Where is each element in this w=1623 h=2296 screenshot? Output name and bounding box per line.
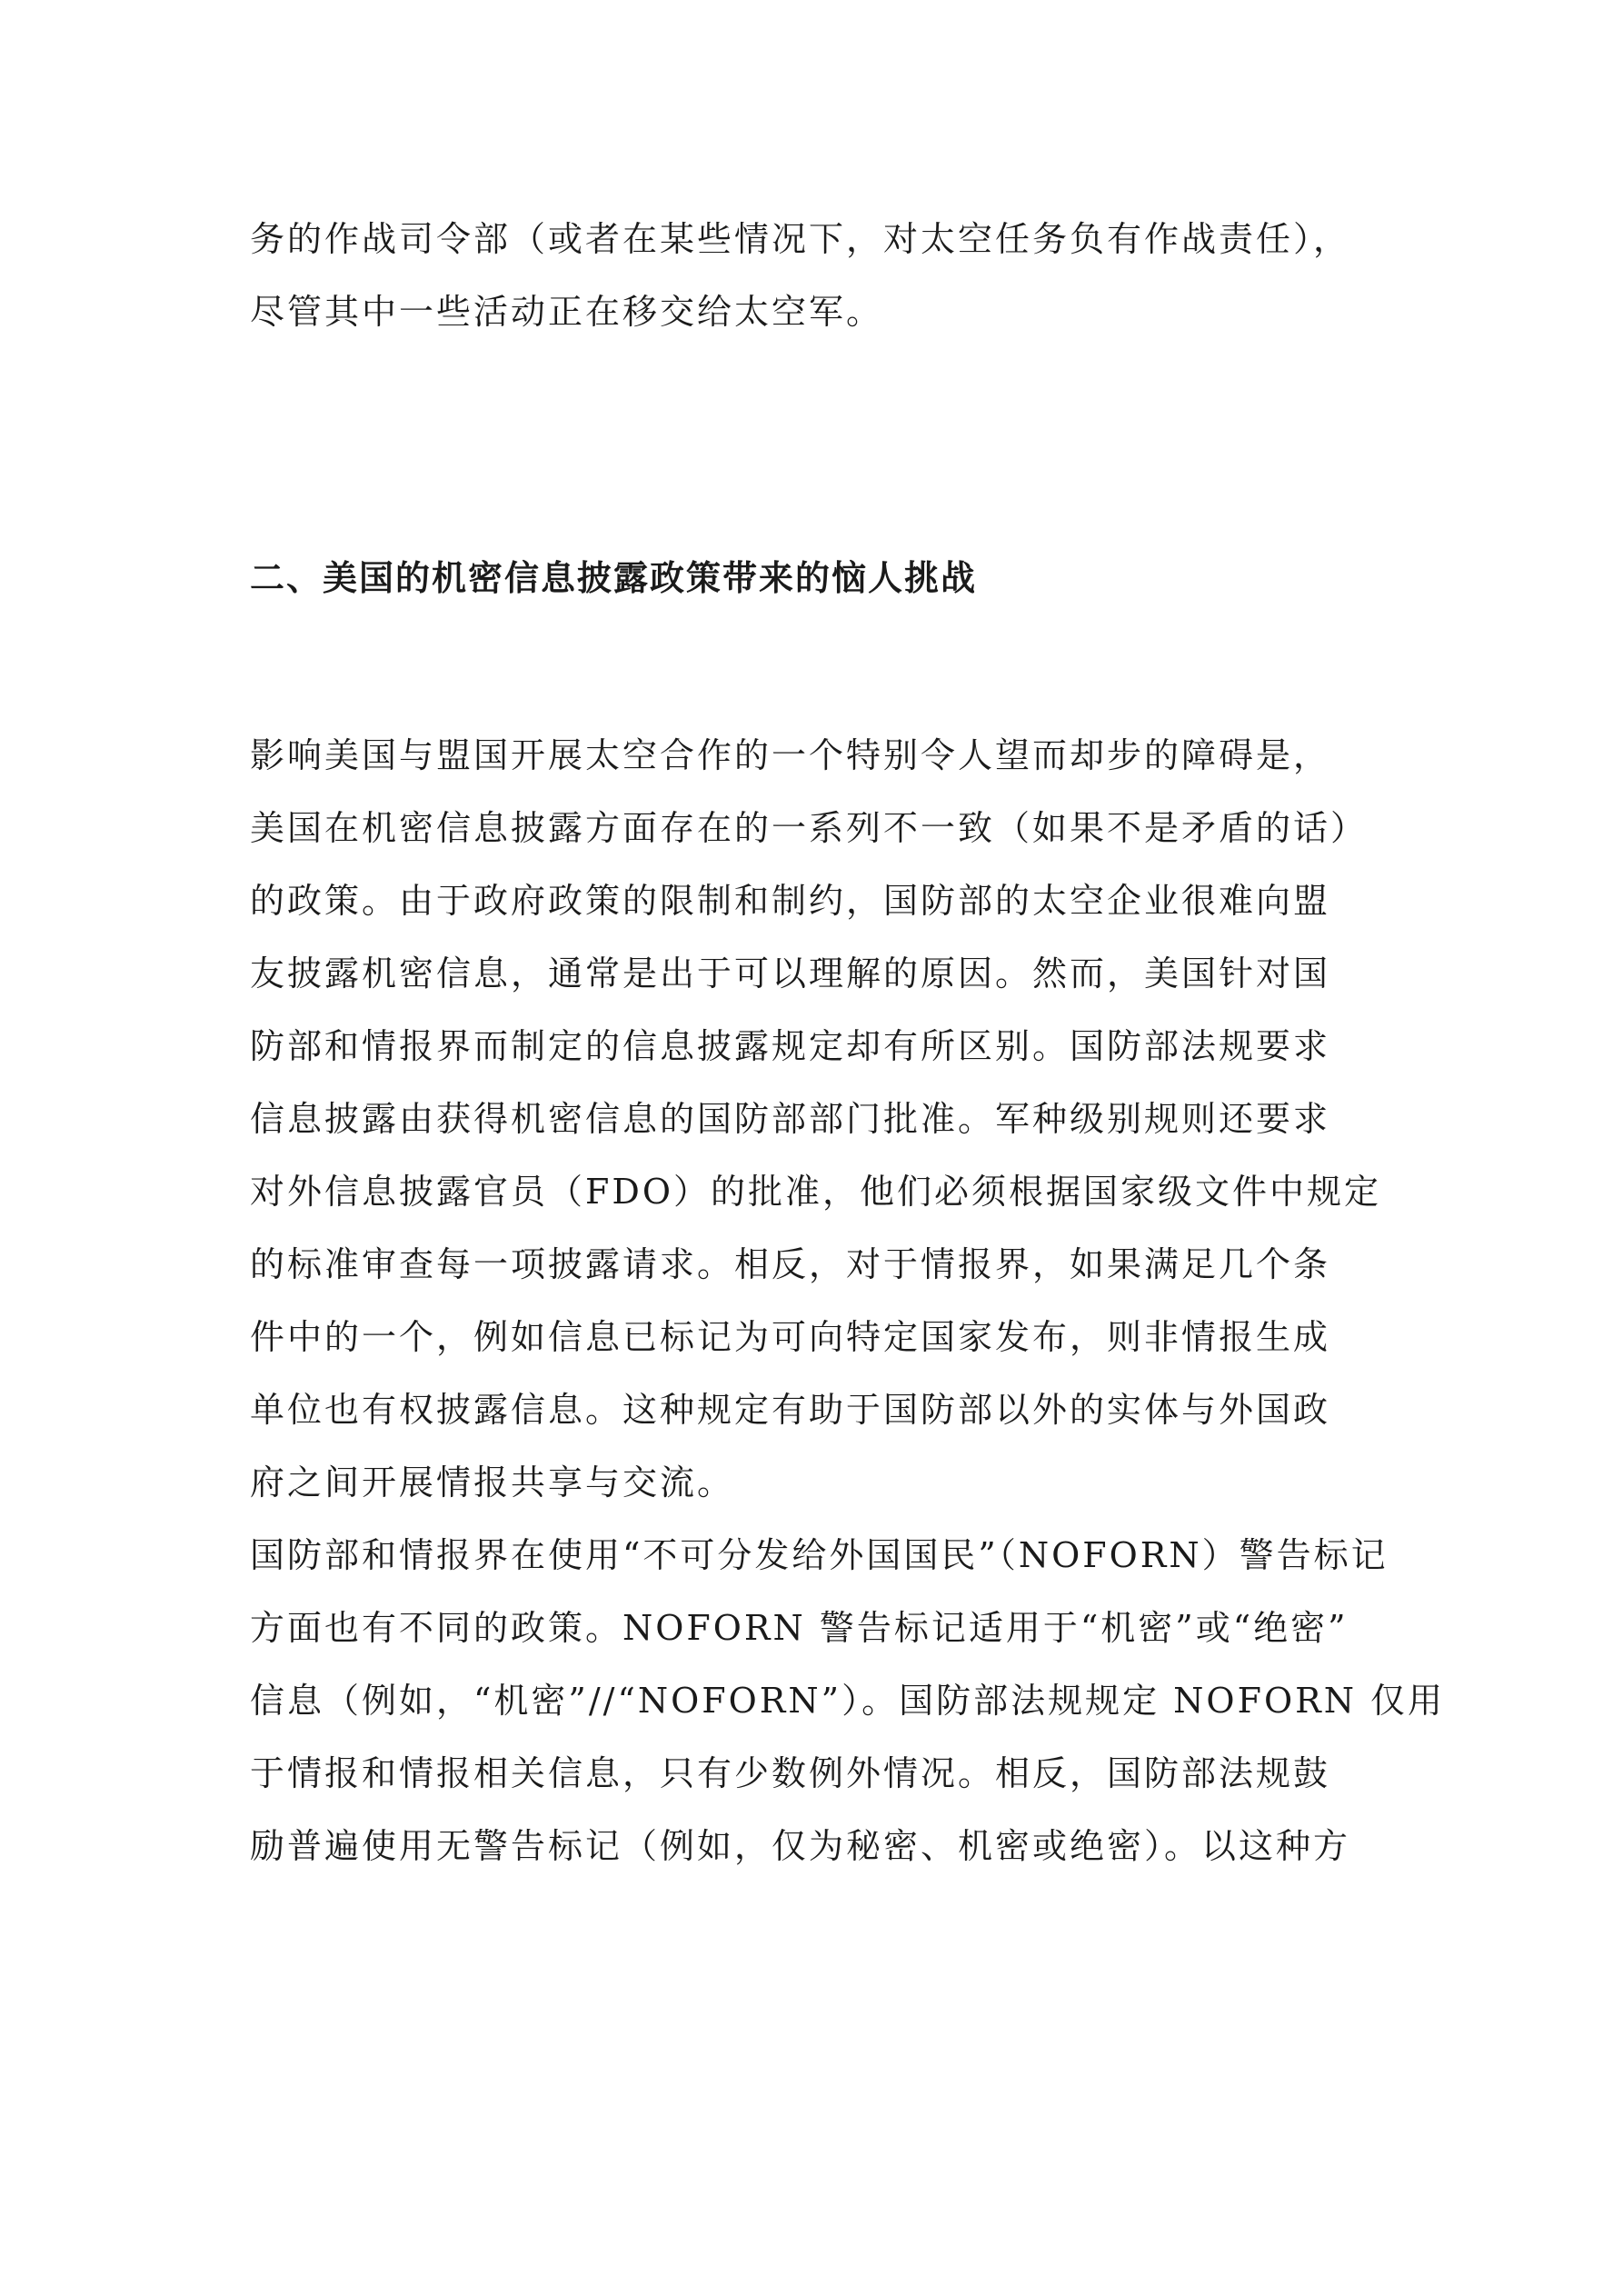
text-line: 防部和情报界而制定的信息披露规定却有所区别。国防部法规要求 (250, 1026, 1331, 1066)
text-line: 信息（例如，“机密”//“NOFORN”）。国防部法规规定 NOFORN 仅用 (250, 1681, 1446, 1721)
text-line: 的标准审查每一项披露请求。相反，对于情报界，如果满足几个条 (250, 1244, 1331, 1284)
text-line: 尽管其中一些活动正在移交给太空军。 (250, 292, 884, 332)
text-line: 励普遍使用无警告标记（例如，仅为秘密、机密或绝密）。以这种方 (250, 1826, 1351, 1866)
text-line: 府之间开展情报共享与交流。 (250, 1462, 735, 1502)
text-line: 影响美国与盟国开展太空合作的一个特别令人望而却步的障碍是， (250, 735, 1331, 775)
text-line: 方面也有不同的政策。NOFORN 警告标记适用于“机密”或“绝密” (250, 1608, 1349, 1648)
section-heading: 二、美国的机密信息披露政策带来的恼人挑战 (250, 558, 978, 598)
text-line: 的政策。由于政府政策的限制和制约，国防部的太空企业很难向盟 (250, 881, 1331, 921)
text-line: 务的作战司令部（或者在某些情况下，对太空任务负有作战责任）， (250, 219, 1351, 259)
text-line: 国防部和情报界在使用“不可分发给外国国民”（NOFORN）警告标记 (250, 1535, 1389, 1575)
paragraph-2 (250, 1519, 1446, 1882)
text-line: 美国在机密信息披露方面存在的一系列不一致（如果不是矛盾的话） (250, 808, 1369, 848)
paragraph-1 (250, 719, 1386, 1519)
text-line: 件中的一个，例如信息已标记为可向特定国家发布，则非情报生成 (250, 1317, 1331, 1357)
text-line: 单位也有权披露信息。这种规定有助于国防部以外的实体与外国政 (250, 1390, 1331, 1430)
text-line: 友披露机密信息，通常是出于可以理解的原因。然而，美国针对国 (250, 953, 1331, 993)
text-line: 信息披露由获得机密信息的国防部部门批准。军种级别规则还要求 (250, 1099, 1331, 1139)
text-line: 于情报和情报相关信息，只有少数例外情况。相反，国防部法规鼓 (250, 1753, 1331, 1793)
intro-paragraph (250, 203, 1386, 348)
text-line: 对外信息披露官员（FDO）的批准，他们必须根据国家级文件中规定 (250, 1172, 1381, 1212)
